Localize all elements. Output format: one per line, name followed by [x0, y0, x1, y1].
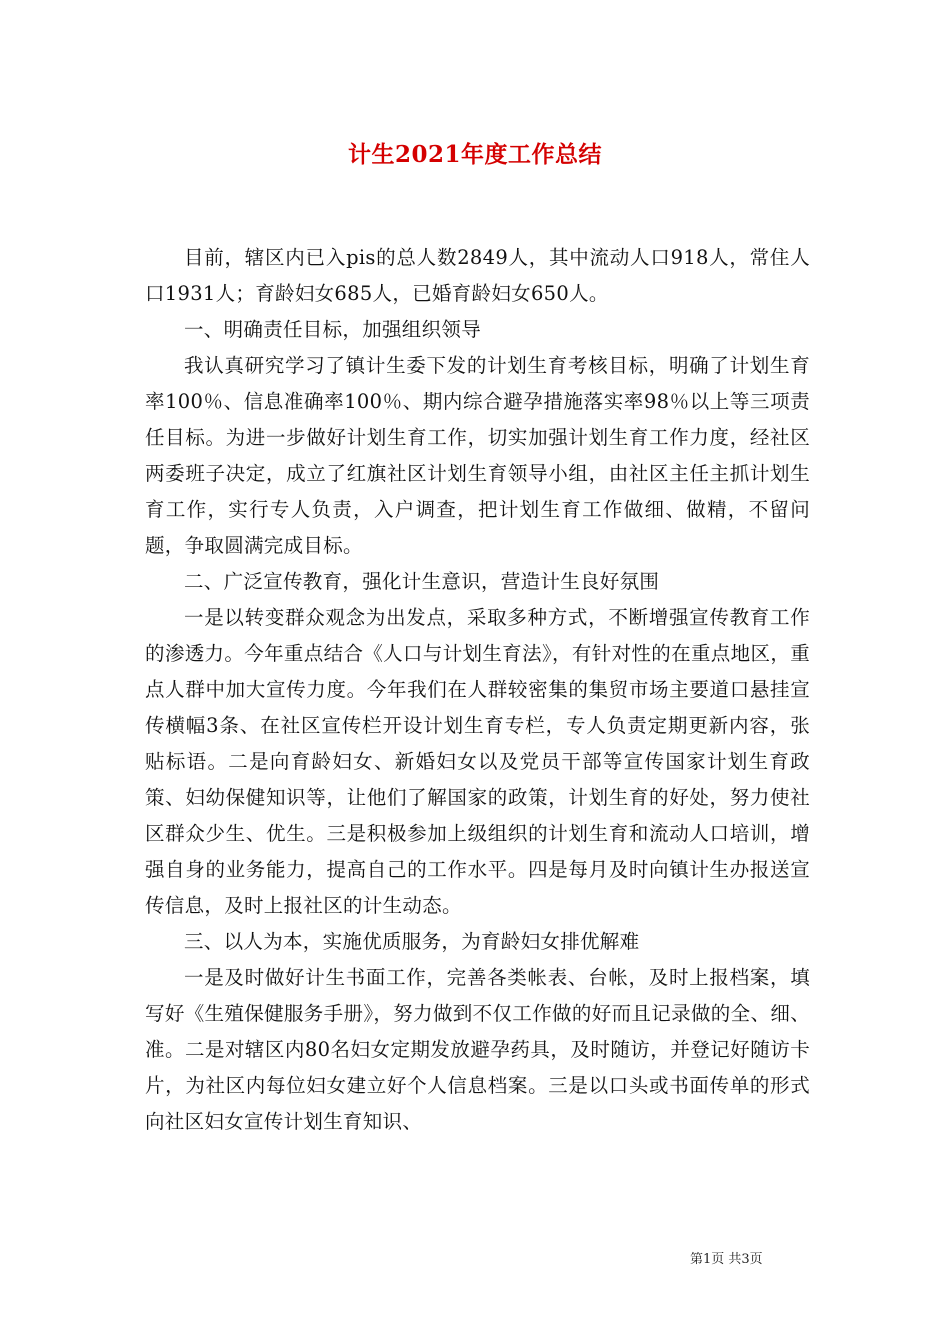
section-heading-1: 一、明确责任目标，加强组织领导 [184, 318, 482, 341]
section-1-paragraph: 我认真研究学习了镇计生委下发的计划生育考核目标，明确了计划生育率100％、信息准确率100％、期内综合避孕措施落实率98％以上等三项责任目标。为进一步做好计划生育工作，切实加强计划生育工作力度，经社区两委班子决定，成立了红旗社区计划生育领导小组，由社区主任主抓计划生育工作，实行专人负责，入户调查，把计划生育工作做细、做精，不留问题，争取圆满完成目标。 [145, 354, 810, 557]
document-body [145, 240, 810, 1140]
section-2-paragraph: 一是以转变群众观念为出发点，采取多种方式，不断增强宣传教育工作的渗透力。今年重点结合《人口与计划生育法》，有针对性的在重点地区，重点人群中加大宣传力度。今年我们在人群较密集的集贸市场主要道口悬挂宣传横幅3条、在社区宣传栏开设计划生育专栏，专人负责定期更新内容，张贴标语。二是向育龄妇女、新婚妇女以及党员干部等宣传国家计划生育政策、妇幼保健知识等，让他们了解国家的政策，计划生育的好处，努力使社区群众少生、优生。三是积极参加上级组织的计划生育和流动人口培训，增强自身的业务能力，提高自己的工作水平。四是每月及时向镇计生办报送宣传信息，及时上报社区的计生动态。 [145, 606, 810, 917]
section-3-paragraph: 一是及时做好计生书面工作，完善各类帐表、台帐，及时上报档案，填写好《生殖保健服务手册》，努力做到不仅工作做的好而且记录做的全、细、准。二是对辖区内80名妇女定期发放避孕药具，及时随访，并登记好随访卡片，为社区内每位妇女建立好个人信息档案。三是以口头或书面传单的形式向社区妇女宣传计划生育知识、 [145, 966, 810, 1133]
section-heading-3: 三、以人为本，实施优质服务，为育龄妇女排优解难 [184, 930, 640, 953]
page-number-footer: 第1页 共3页 [690, 1252, 763, 1267]
section-heading-2: 二、广泛宣传教育，强化计生意识，营造计生良好氛围 [184, 570, 660, 593]
document-title: 计生2021年度工作总结 [347, 141, 602, 168]
intro-paragraph: 目前，辖区内已入pis的总人数2849人，其中流动人口918人，常住人口1931人；育龄妇女685人，已婚育龄妇女650人。 [145, 246, 810, 305]
